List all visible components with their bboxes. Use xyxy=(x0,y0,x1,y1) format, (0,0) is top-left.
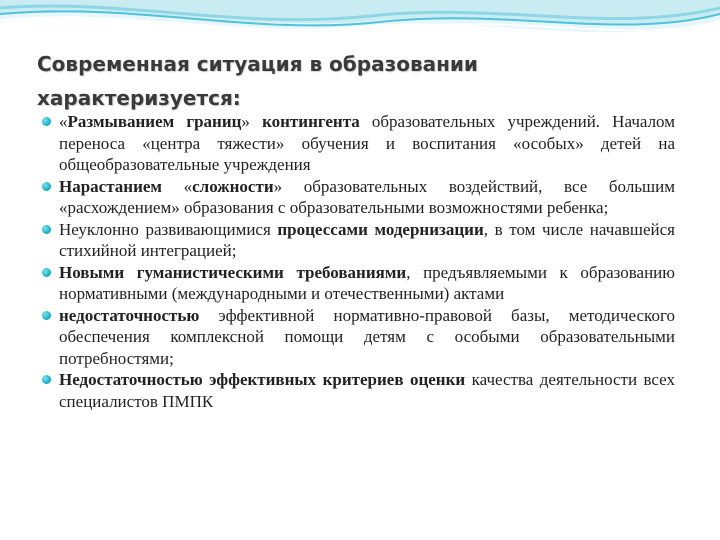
round-bullet-icon xyxy=(42,182,51,191)
bullet-text: « xyxy=(162,176,193,196)
bullet-item xyxy=(42,111,675,176)
bullet-list xyxy=(42,111,675,412)
bullet-item xyxy=(42,219,675,262)
bullet-item xyxy=(42,305,675,370)
bullet-bold-text: Новыми гуманистическими требованиями xyxy=(59,262,407,282)
slide-title: Современная ситуация в образовании характеризуется: xyxy=(37,52,478,110)
bullet-text: « xyxy=(59,112,68,131)
bullet-text: » образовательных воздействий, все большим «расхождением» образования с образовательными возможностями ребенка; xyxy=(59,176,676,217)
bullet-bold-text: Недостаточностью эффективных критериев оценки xyxy=(59,370,466,389)
bullet-text: качества деятельности всех специалистов ПМПК xyxy=(59,370,675,411)
bullet-text: Неуклонно развивающимися xyxy=(59,219,278,239)
bullet-text: , в том числе начавшейся стихийной интеграцией; xyxy=(59,219,675,260)
bullet-text: » xyxy=(241,112,263,131)
round-bullet-icon xyxy=(42,117,51,126)
bullet-bold-text: Нарастанием xyxy=(59,176,162,196)
bullet-bold-text: недостаточностью xyxy=(59,305,200,325)
round-bullet-icon xyxy=(42,268,51,277)
bullet-bold-text: контингента xyxy=(262,112,360,131)
round-bullet-icon xyxy=(42,225,51,234)
bullet-text: , предъявляемыми к образованию нормативными (международными и отечественными) актами xyxy=(59,262,675,303)
bullet-text: эффективной нормативно-правовой базы, методического обеспечения комплексной помощи детям с особыми образовательными потребностями; xyxy=(59,305,675,368)
bullet-text: образовательных учреждений. Началом переноса «центра тяжести» обучения и воспитания «особых» детей на общеобразовательные учреждения xyxy=(59,112,675,174)
bullet-item xyxy=(42,262,675,305)
bullet-item xyxy=(42,369,675,412)
round-bullet-icon xyxy=(42,311,51,320)
round-bullet-icon xyxy=(42,375,51,384)
bullet-bold-text: сложности xyxy=(192,176,274,196)
bullet-item xyxy=(42,176,675,219)
bullet-bold-text: процессами модернизации xyxy=(277,219,484,239)
bullet-bold-text: Размыванием границ xyxy=(67,112,242,131)
